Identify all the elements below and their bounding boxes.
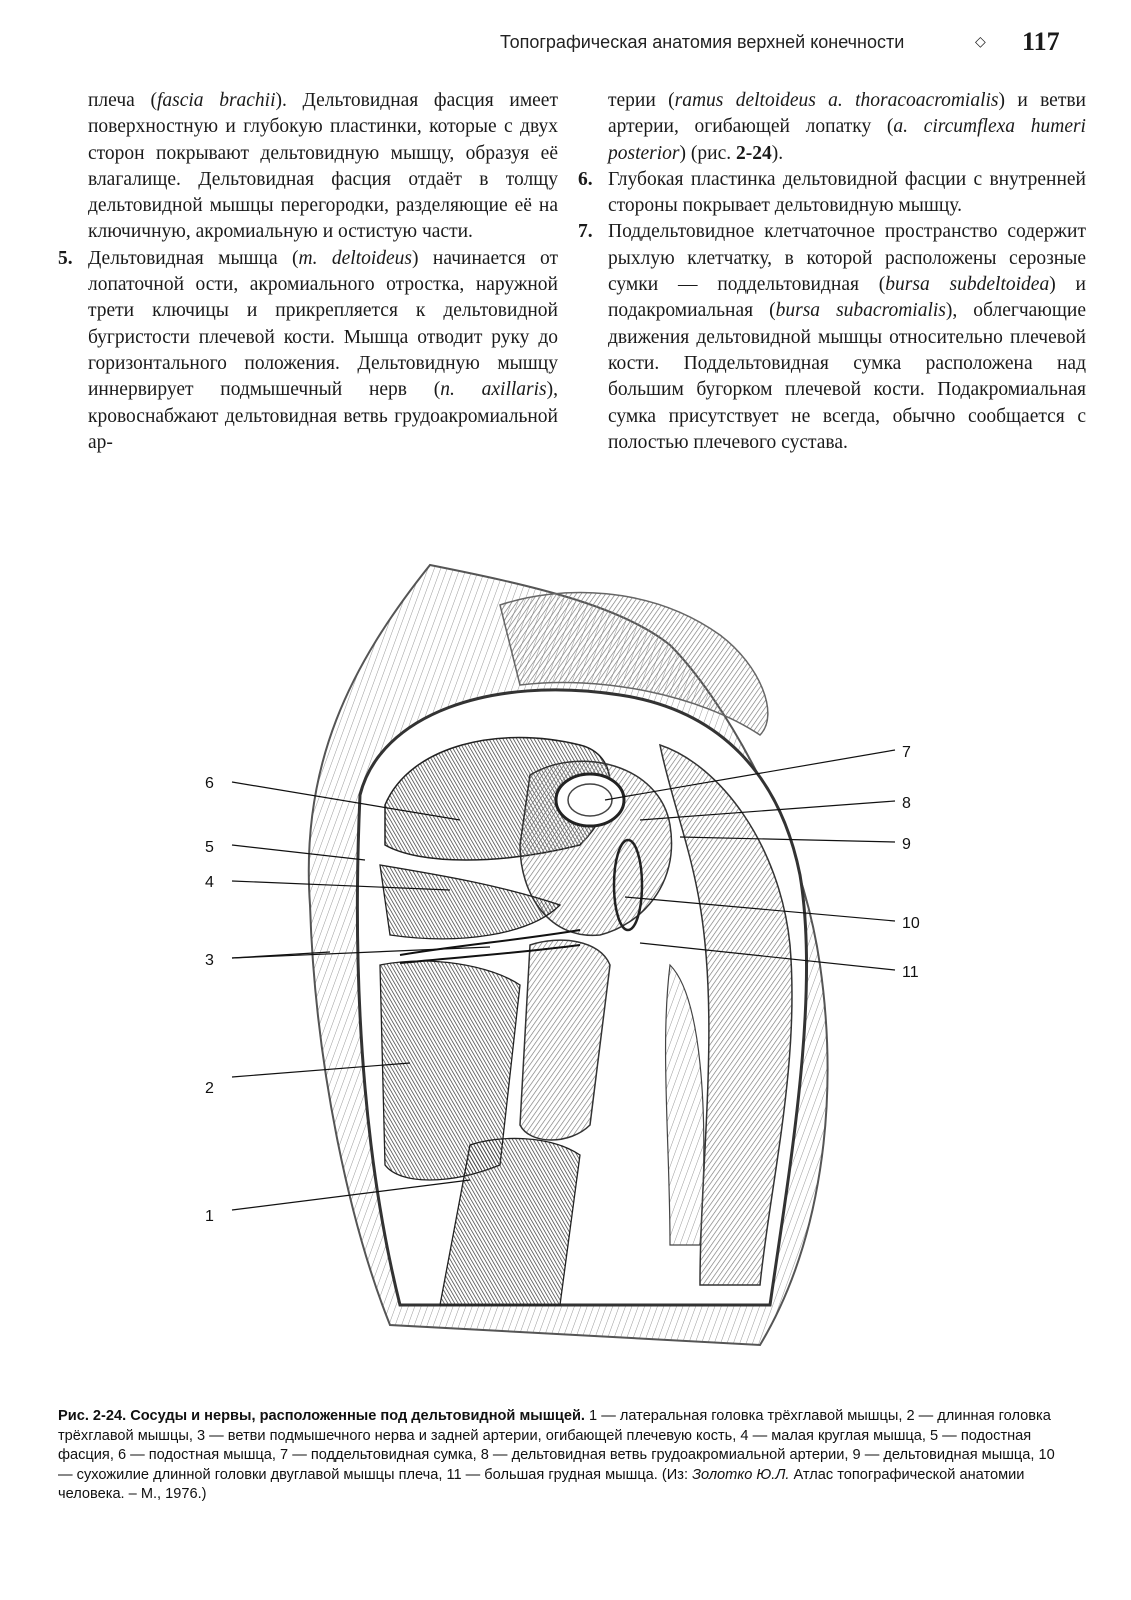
- right-column: [578, 88, 1086, 456]
- caption-author: Золотко Ю.Л.: [692, 1466, 790, 1483]
- latin-term: ramus deltoideus a. thoracoacromialis: [674, 90, 999, 111]
- figure-label-6: 6: [205, 775, 214, 792]
- text-run: ) и подакромиальная (: [608, 274, 1086, 322]
- shoulder-dissection-illustration: [200, 545, 960, 1385]
- diamond-separator-icon: ◇: [975, 34, 986, 50]
- figure-label-5: 5: [205, 839, 214, 856]
- figure-label-7: 7: [902, 744, 911, 761]
- caption-source: Атлас топографической анатомии человека. – М., 1976.): [58, 1466, 1025, 1503]
- caption-title: Рис. 2-24. Сосуды и нервы, расположенные под дельтовидной мышцей.: [58, 1408, 585, 1424]
- figure-label-9: 9: [902, 836, 911, 853]
- figure-label-4: 4: [205, 874, 214, 891]
- list-number: 5.: [58, 247, 73, 269]
- figure-caption: [58, 1407, 1068, 1505]
- latin-term: m. deltoideus: [298, 247, 413, 269]
- text-run: Дельтовидная мышца (: [88, 247, 299, 269]
- figure-label-1: 1: [205, 1208, 214, 1225]
- latin-term: bursa subdeltoidea: [885, 274, 1050, 296]
- text-run: ) начинается от лопаточной ости, акромиального отростка, наружной трети ключицы и прикрепляется к дельтовидной бугристости плечевой кости. Мышца отводит руку до горизонтального положения. Дельтовидную мышцу иннервирует подмышечный нерв (: [88, 247, 558, 401]
- text-run: ).: [771, 142, 784, 164]
- text-run: ), облегчающие движения дельтовидной мышцы относительно плечевой кости. Поддельтовидная сумка расположена над большим бугорком плечевой кости. Подакромиальная сумка присутствует не всегда, обычно сообщается с полостью плечевого сустава.: [608, 300, 1086, 453]
- figure-label-11: 11: [902, 964, 919, 981]
- list-number: 6.: [578, 168, 593, 190]
- text-run: ). Дельтовидная фасция имеет поверхностную и глубокую пластинки, которые с двух сторон покрывают дельтовидную мышцу, образуя её влагалище. Дельтовидная фасция отдаёт в толщу дельтовидной мышцы перегородки, разделяющие её на ключичную, акромиальную и остистую части.: [88, 90, 558, 243]
- figure-label-3: 3: [205, 952, 214, 969]
- text-run: ) и ветви артерии, огибающей лопатку (: [608, 90, 1086, 138]
- latin-term: bursa subacromialis: [775, 300, 946, 322]
- paragraph-fascia: [58, 88, 558, 246]
- running-header-title: Топографическая анатомия верхней конечности: [500, 32, 905, 52]
- caption-text: 1 — латеральная головка трёхглавой мышцы, 2 — длинная головка трёхглавой мышцы, 3 — ветви подмышечного нерва и задней артерии, огибающей плечевую кость, 4 — малая круглая мышца, 5 — подостная фасция, 6 — подостная мышца, 7 — поддельтовидная сумка, 8 — дельтовидная ветвь грудоакромиальной артерии, 9 — дельтовидная мышца, 10 — сухожилие длинной головки двуглавой мышцы плеча, 11 — большая грудная мышца. (Из:: [58, 1408, 1055, 1483]
- latin-term: n. axillaris: [440, 379, 547, 401]
- anatomy-figure: [200, 545, 960, 1385]
- text-run: Поддельтовидное клетчаточное пространство содержит рыхлую клетчатку, в которой расположены серозные сумки — поддельтовидная (: [608, 221, 1086, 296]
- text-run: ), кровоснабжают дельтовидная ветвь грудоакромиальной ар-: [88, 379, 558, 453]
- subdeltoid-bursa: [556, 774, 624, 826]
- latin-term: fascia brachii: [156, 90, 276, 111]
- paragraph-arteries: [578, 88, 1086, 167]
- figure-reference: 2-24: [735, 142, 772, 164]
- figure-label-2: 2: [205, 1080, 214, 1097]
- figure-label-10: 10: [902, 915, 920, 932]
- list-item-6: [578, 167, 1086, 220]
- list-item-5: [58, 246, 558, 456]
- figure-label-8: 8: [902, 795, 911, 812]
- page-number: 117: [1022, 27, 1060, 56]
- list-number: 7.: [578, 221, 593, 243]
- latin-term: a. circumflexa humeri posterior: [608, 116, 1086, 164]
- text-run: плеча (: [88, 90, 157, 111]
- list-item-7: [578, 219, 1086, 456]
- running-header: [0, 27, 1131, 60]
- left-column: [58, 88, 558, 456]
- text-run: ) (рис.: [679, 142, 736, 164]
- text-run: Глубокая пластинка дельтовидной фасции с внутренней стороны покрывает дельтовидную мышцу.: [608, 168, 1086, 217]
- text-run: терии (: [608, 90, 675, 111]
